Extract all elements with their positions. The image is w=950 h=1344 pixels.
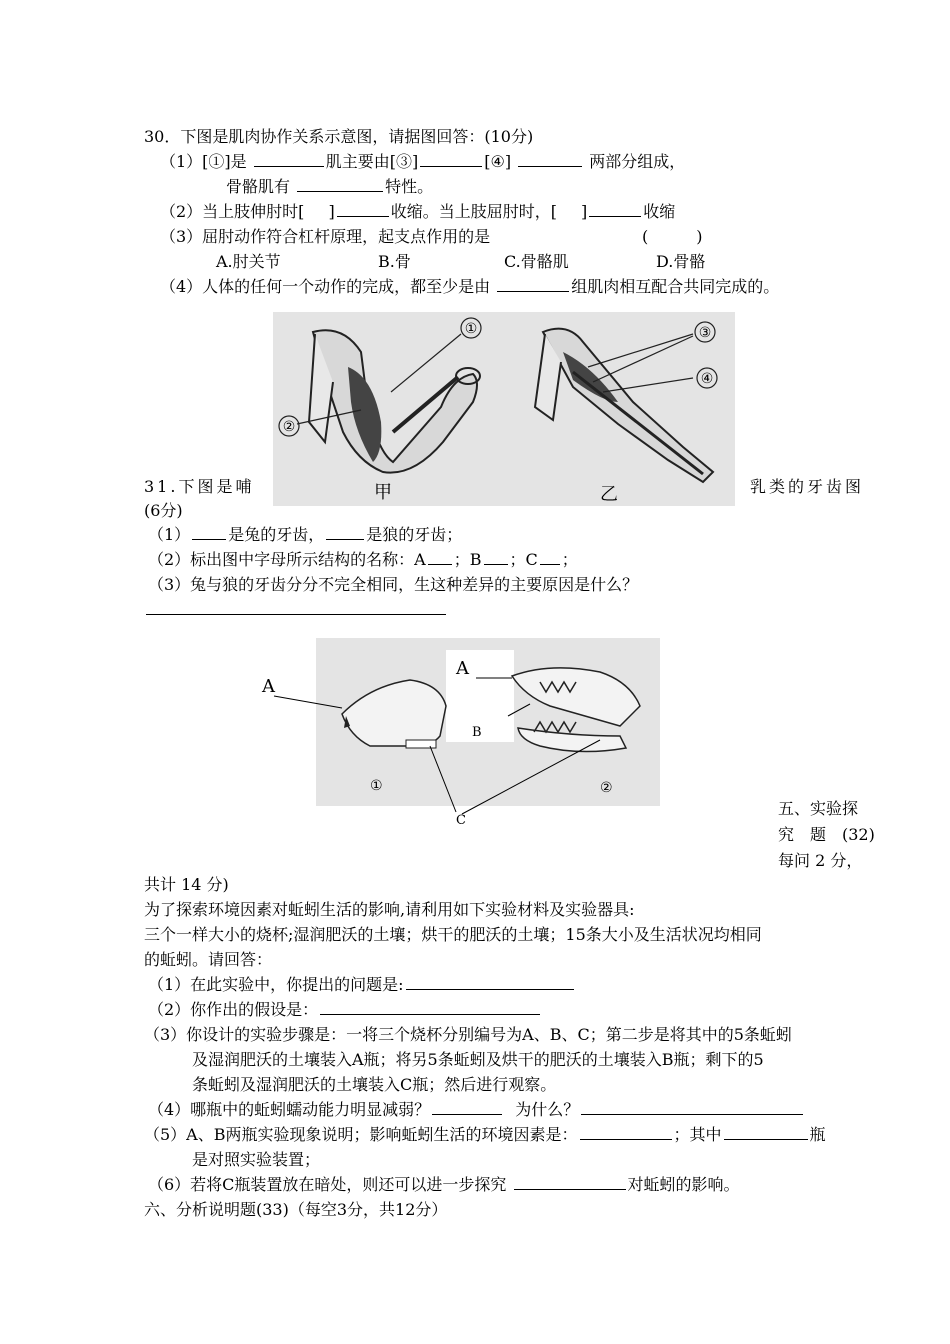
- q30-l3b: ]: [328, 202, 335, 221]
- q32-intro-2: 三个一样大小的烧杯;湿润肥沃的土壤；烘干的肥沃的土壤；15条大小及生活状况均相同: [144, 925, 762, 944]
- q30-l1b: 肌主要由[③]: [325, 152, 419, 171]
- blank-3[interactable]: [518, 151, 582, 167]
- q30-line-1: [160, 151, 685, 173]
- label-jia: 甲: [374, 482, 392, 503]
- option-c: C.骨骼肌: [504, 252, 569, 271]
- option-b: B.骨: [378, 252, 411, 271]
- q32-head-2: 究 题 (32): [778, 825, 875, 844]
- label-a-right: A: [456, 658, 469, 679]
- q33-title: 六、分析说明题(33)（每空3分，共12分）: [144, 1200, 448, 1219]
- q31-l2b: ；B: [453, 550, 482, 569]
- q31-l2a: （2）标出图中字母所示结构的名称：A: [148, 550, 426, 569]
- q30-l2b: 特性。: [385, 177, 434, 196]
- q32-p5b: ；其中: [673, 1125, 722, 1144]
- blank-explore[interactable]: [514, 1174, 626, 1190]
- teeth-figure: [250, 636, 670, 836]
- option-d: D.骨骼: [656, 252, 706, 271]
- q32-part-2: [148, 999, 542, 1021]
- blank-control[interactable]: [724, 1124, 808, 1140]
- blank-5[interactable]: [337, 201, 389, 217]
- blank-factor[interactable]: [580, 1124, 672, 1140]
- label-yi: 乙: [600, 484, 618, 505]
- q31-answer-line[interactable]: [146, 614, 446, 615]
- q30-l3c: 收缩。当上肢屈肘时，[: [390, 202, 557, 221]
- q30-l5a: （4）人体的任何一个动作的完成，都至少是由: [160, 277, 491, 296]
- blank-question[interactable]: [406, 974, 574, 990]
- q30-l1c: [④]: [484, 152, 512, 171]
- arm-muscle-figure: [273, 312, 735, 506]
- q30-l1d: 两部分组成，: [589, 152, 686, 171]
- q30-l3e: 收缩: [643, 202, 676, 221]
- q31-title-b: 乳类的牙齿图: [750, 477, 865, 496]
- q30-line-5: [160, 276, 779, 298]
- q30-title: 30．下图是肌肉协作关系示意图，请据图回答：(10分): [144, 127, 534, 146]
- blank-1[interactable]: [254, 151, 324, 167]
- blank-why[interactable]: [581, 1099, 803, 1115]
- q31-l1c: 是狼的牙齿；: [366, 525, 463, 544]
- option-a: A.肘关节: [216, 252, 281, 271]
- q32-intro-3: 的蚯蚓。请回答：: [144, 950, 273, 969]
- q31-l1b: 是兔的牙齿，: [228, 525, 325, 544]
- q32-part-3c: 条蚯蚓及湿润肥沃的土壤装入C瓶；然后进行观察。: [192, 1075, 557, 1094]
- q30-answer-paren: ( ): [642, 227, 703, 246]
- blank-b[interactable]: [484, 549, 508, 565]
- label-circled-1: ①: [464, 321, 478, 337]
- q32-head-4: 共计 14 分): [144, 875, 229, 894]
- blank-which-bottle[interactable]: [432, 1099, 502, 1115]
- blank-7[interactable]: [497, 276, 569, 292]
- q32-p5a: （5）A、B两瓶实验现象说明；影响蚯蚓生活的环境因素是：: [144, 1125, 578, 1144]
- q30-l2a: 骨骼肌有: [226, 177, 291, 196]
- blank-8[interactable]: [192, 524, 226, 540]
- q30-l3a: （2）当上肢伸肘时[: [160, 202, 305, 221]
- q30-l5b: 组肌肉相互配合共同完成的。: [571, 277, 780, 296]
- q32-p1-text: （1）在此实验中，你提出的问题是:: [148, 975, 404, 994]
- label-fig-2: ②: [600, 780, 613, 796]
- blank-a[interactable]: [428, 549, 452, 565]
- q30-l1a: （1）[①]是: [160, 152, 247, 171]
- q32-intro-1: 为了探索环境因素对蚯蚓生活的影响,请利用如下实验材料及实验器具:: [144, 900, 635, 919]
- q32-p6a: （6）若将C瓶装置放在暗处，则还可以进一步探究: [148, 1175, 507, 1194]
- q31-l1a: （1）: [148, 525, 191, 544]
- q32-part-5d: 是对照实验装置；: [192, 1150, 321, 1169]
- q30-line-2: [226, 176, 433, 198]
- q31-l2d: ；: [561, 550, 578, 569]
- q32-p4a: （4）哪瓶中的蚯蚓蠕动能力明显减弱？: [148, 1100, 431, 1119]
- q32-head-3: 每问 2 分，: [778, 851, 863, 870]
- q31-line-1: [148, 524, 462, 546]
- q30-line-3: [160, 201, 675, 223]
- q30-line-4: （3）屈肘动作符合杠杆原理，起支点作用的是: [160, 227, 491, 246]
- q32-p6b: 对蚯蚓的影响。: [627, 1175, 740, 1194]
- q32-part-5: [144, 1124, 826, 1146]
- q32-part-1: [148, 974, 576, 996]
- arm-muscle-drawing: [273, 312, 735, 506]
- q32-p5c: 瓶: [809, 1125, 826, 1144]
- blank-6[interactable]: [589, 201, 641, 217]
- q32-part-4: [148, 1099, 805, 1121]
- label-circled-2: ②: [282, 419, 296, 435]
- q31-title-a: 31.下图是哺: [144, 477, 255, 496]
- q31-line-2: [148, 549, 578, 571]
- label-b: B: [472, 725, 482, 740]
- blank-2[interactable]: [420, 151, 482, 167]
- teeth-drawing: [250, 636, 670, 836]
- q32-part-6: [148, 1174, 740, 1196]
- blank-hypothesis[interactable]: [320, 999, 540, 1015]
- q32-part-3a: （3）你设计的实验步骤是：一将三个烧杯分别编号为A、B、C；第二步是将其中的5条蚯蚓: [144, 1025, 792, 1044]
- label-c: C: [456, 813, 466, 828]
- label-a-left: A: [262, 676, 275, 697]
- blank-9[interactable]: [326, 524, 364, 540]
- label-circled-3: ③: [698, 325, 712, 341]
- label-circled-4: ④: [700, 371, 714, 387]
- blank-4[interactable]: [297, 176, 383, 192]
- q32-part-3b: 及湿润肥沃的土壤装入A瓶；将另5条蚯蚓及烘干的肥沃的土壤装入B瓶；剩下的5: [192, 1050, 764, 1069]
- q31-line-3: （3）兔与狼的牙齿分分不完全相同，生这种差异的主要原因是什么？: [148, 575, 639, 594]
- q32-p4b: 为什么？: [515, 1100, 580, 1119]
- q30-l3d: ]: [580, 202, 588, 221]
- q32-head-1: 五、实验探: [778, 799, 859, 818]
- q32-p2-text: （2）你作出的假设是：: [148, 1000, 319, 1019]
- label-fig-1: ①: [370, 778, 383, 794]
- q31-l2c: ；C: [509, 550, 538, 569]
- q31-title-c: (6分): [144, 501, 183, 520]
- blank-c[interactable]: [540, 549, 560, 565]
